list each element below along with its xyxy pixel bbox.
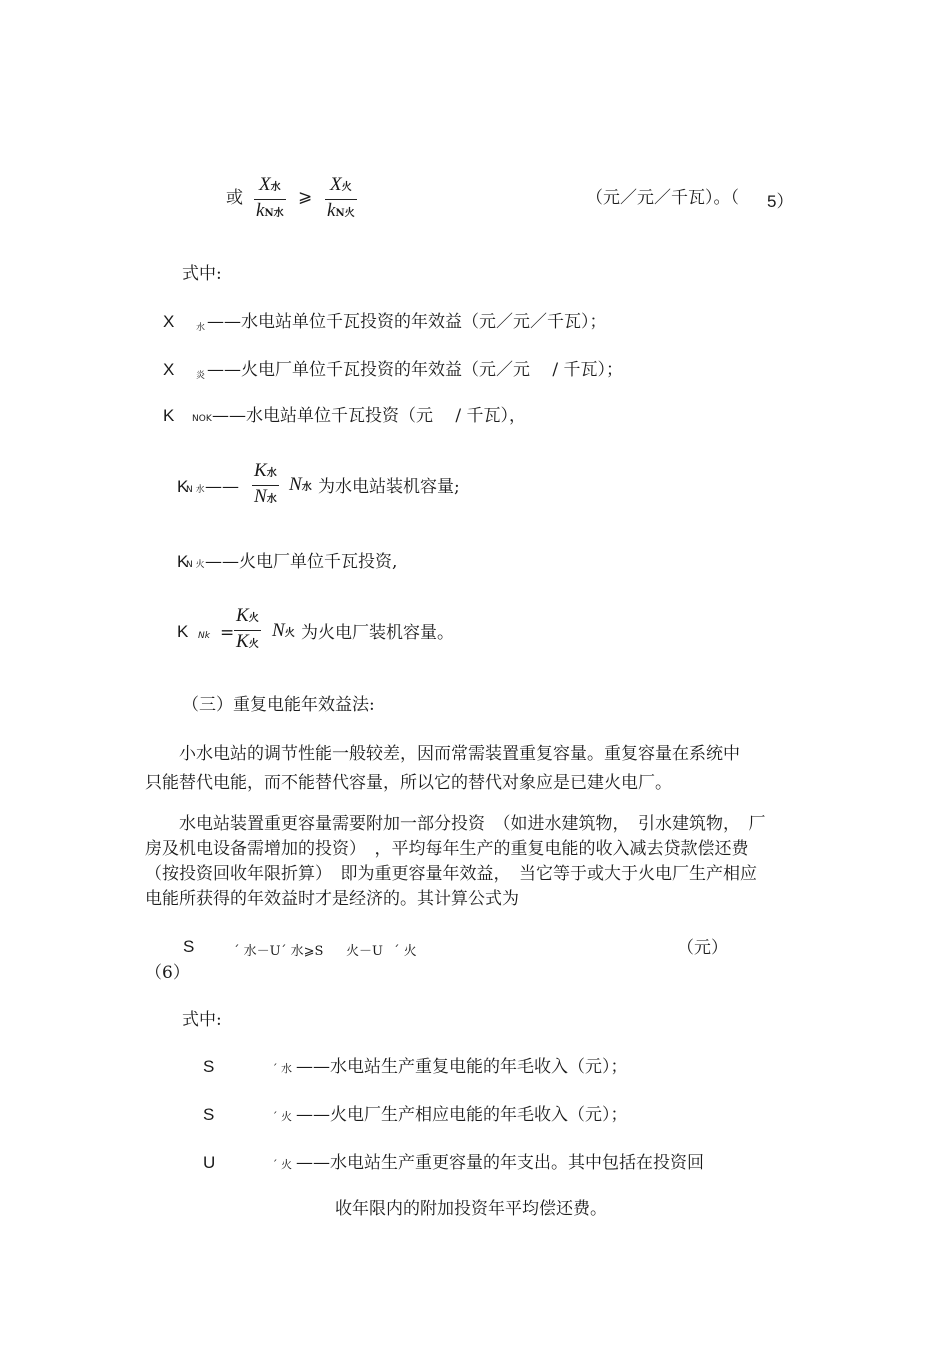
def-symbol: K [177, 622, 189, 641]
paragraph-line: 小水电站的调节性能一般较差，因而常需装置重复容量。重复容量在系统中 [145, 744, 740, 764]
def-symbol: X [163, 312, 175, 331]
eq6-part-2: ˊ 水⩾S [280, 944, 324, 959]
section-heading: （三）重复电能年效益法: [182, 695, 375, 715]
eq5-number: 5） [767, 192, 794, 211]
def-symbol: S [203, 1057, 215, 1076]
def-subscript: 炎 [196, 371, 206, 381]
eq5-prefix: 或 [226, 188, 243, 208]
paragraph-line: 水电站装置重更容量需要附加一部分投资 （如进水建筑物， 引水建筑物， 厂 [145, 814, 766, 834]
def-text: ——水电站生产重复电能的年毛收入（元）； [296, 1057, 628, 1077]
kn-water-fraction: K水 N水 [254, 460, 277, 507]
eq6-part-1: ˊ 水－U [233, 944, 281, 959]
where-label-2: 式中: [182, 1010, 222, 1030]
def-symbol: S [203, 1105, 215, 1124]
def-subscript: ˊ 火 [272, 1110, 292, 1123]
paragraph-1 [145, 740, 740, 798]
def-symbol: K [177, 477, 189, 496]
paragraph-line: 房及机电设备需增加的投资） ，平均每年生产的重复电能的收入减去贷款偿还费 [145, 839, 749, 859]
def-text: ——火电厂单位千瓦投资的年效益（元／元 / 千瓦）； [207, 360, 624, 380]
kn-fire-tail: N火 [272, 620, 295, 641]
eq5-lhs-fraction: X水 kN水 [256, 174, 284, 221]
kn-water-tail: N水 [289, 474, 312, 495]
def-subscript: 水 [196, 323, 206, 333]
def-text: ——水电站生产重更容量的年支出。其中包括在投资回 [296, 1153, 704, 1173]
def-dash: —— [205, 477, 239, 497]
def-text: 为水电站装机容量; [318, 477, 460, 497]
kn-fire-fraction: K火 K火 [236, 605, 259, 652]
equals-sign: = [220, 623, 235, 643]
eq5-rhs-fraction: X火 kN火 [327, 174, 355, 221]
def-text: 为火电厂装机容量。 [301, 623, 454, 643]
eq6-number: （6） [145, 963, 190, 983]
def-symbol: X [163, 360, 175, 379]
paragraph-line: 只能替代电能，而不能替代容量，所以它的替代对象应是已建火电厂。 [145, 773, 672, 793]
def-subscript: N 火 [186, 560, 205, 570]
definition-continuation: 收年限内的附加投资年平均偿还费。 [335, 1199, 607, 1219]
def-subscript: ˊ 水 [272, 1062, 292, 1075]
eq5-relation: ⩾ [298, 187, 313, 207]
def-subscript: Nk [198, 631, 210, 641]
def-text: ——水电站单位千瓦投资的年效益（元／元／千瓦）； [207, 312, 607, 332]
paragraph-line: （按投资回收年限折算） 即为重更容量年效益， 当它等于或大于火电厂生产相应 [145, 864, 757, 884]
paragraph-line: 电能所获得的年效益时才是经济的。其计算公式为 [145, 889, 519, 909]
eq5-unit: （元／元／千瓦）。（ [586, 188, 739, 208]
def-text: ——水电站单位千瓦投资（元 / 千瓦）， [212, 406, 527, 426]
def-subscript: N 水 [186, 485, 205, 495]
eq6-part-3: 火－U [346, 944, 383, 959]
def-symbol: K [163, 406, 175, 425]
where-label-1: 式中: [182, 264, 222, 284]
def-subscript: NOK [192, 414, 212, 424]
def-text: ——火电厂单位千瓦投资, [205, 552, 398, 572]
def-subscript: ˊ 火 [272, 1158, 292, 1171]
eq6-part-4: ˊ 火 [393, 944, 417, 959]
paragraph-2 [145, 812, 766, 912]
eq6-unit: （元） [677, 938, 728, 958]
def-symbol: U [203, 1153, 216, 1172]
eq6-s: S [183, 937, 195, 956]
def-symbol: K [177, 552, 189, 571]
def-text: ——火电厂生产相应电能的年毛收入（元）； [296, 1105, 628, 1125]
